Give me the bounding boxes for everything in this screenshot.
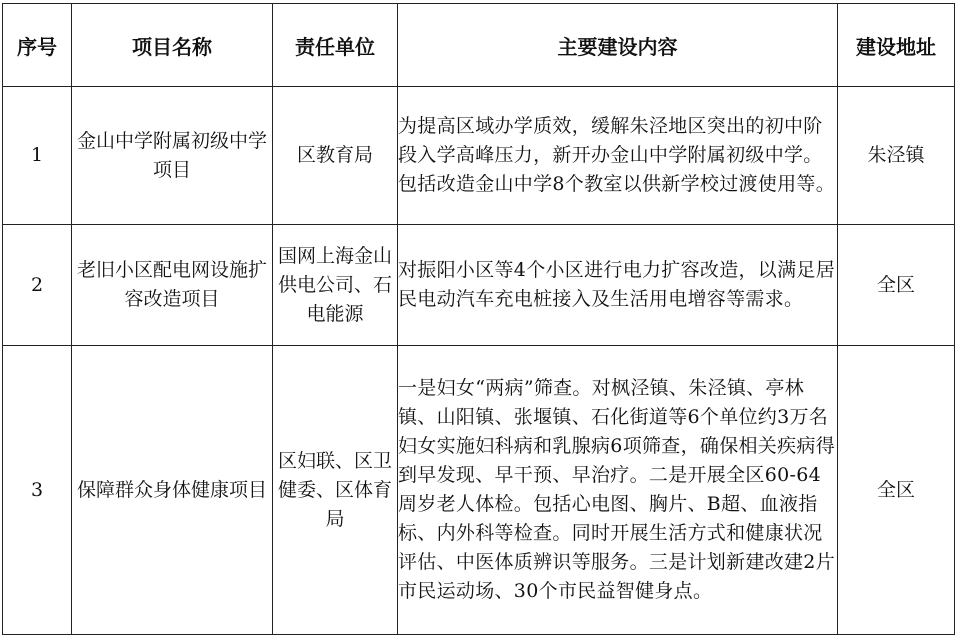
- header-row: [3, 4, 955, 87]
- cell-location: 全区: [838, 346, 955, 635]
- header-project-name: 项目名称: [72, 4, 273, 87]
- cell-project-name: 老旧小区配电网设施扩容改造项目: [72, 225, 273, 346]
- header-location: 建设地址: [838, 4, 955, 87]
- cell-project-name: 金山中学附属初级中学项目: [72, 87, 273, 225]
- header-main-content: 主要建设内容: [398, 4, 838, 87]
- cell-location: 朱泾镇: [838, 87, 955, 225]
- cell-main-content: 为提高区域办学质效，缓解朱泾地区突出的初中阶段入学高峰压力，新开办金山中学附属初级中学。包括改造金山中学8个教室以供新学校过渡使用等。: [398, 87, 838, 225]
- cell-location: 全区: [838, 225, 955, 346]
- cell-responsible-unit: 国网上海金山供电公司、石电能源: [273, 225, 398, 346]
- project-table: [2, 3, 955, 635]
- header-responsible-unit: 责任单位: [273, 4, 398, 87]
- table-row: [3, 225, 955, 346]
- cell-serial-number: 2: [3, 225, 72, 346]
- cell-main-content: 一是妇女“两病”筛查。对枫泾镇、朱泾镇、亭林镇、山阳镇、张堰镇、石化街道等6个单位约3万名妇女实施妇科病和乳腺病6项筛查，确保相关疾病得到早发现、早干预、早治疗。二是开展全区60-64周岁老人体检。包括心电图、胸片、B超、血液指标、内外科等检查。同时开展生活方式和健康状况评估、中医体质辨识等服务。三是计划新建改建2片市民运动场、30个市民益智健身点。: [398, 346, 838, 635]
- header-serial-number: 序号: [3, 4, 72, 87]
- cell-main-content: 对振阳小区等4个小区进行电力扩容改造，以满足居民电动汽车充电桩接入及生活用电增容等需求。: [398, 225, 838, 346]
- cell-serial-number: 3: [3, 346, 72, 635]
- cell-serial-number: 1: [3, 87, 72, 225]
- cell-project-name: 保障群众身体健康项目: [72, 346, 273, 635]
- cell-responsible-unit: 区妇联、区卫健委、区体育局: [273, 346, 398, 635]
- table-row: [3, 87, 955, 225]
- table-row: [3, 346, 955, 635]
- cell-responsible-unit: 区教育局: [273, 87, 398, 225]
